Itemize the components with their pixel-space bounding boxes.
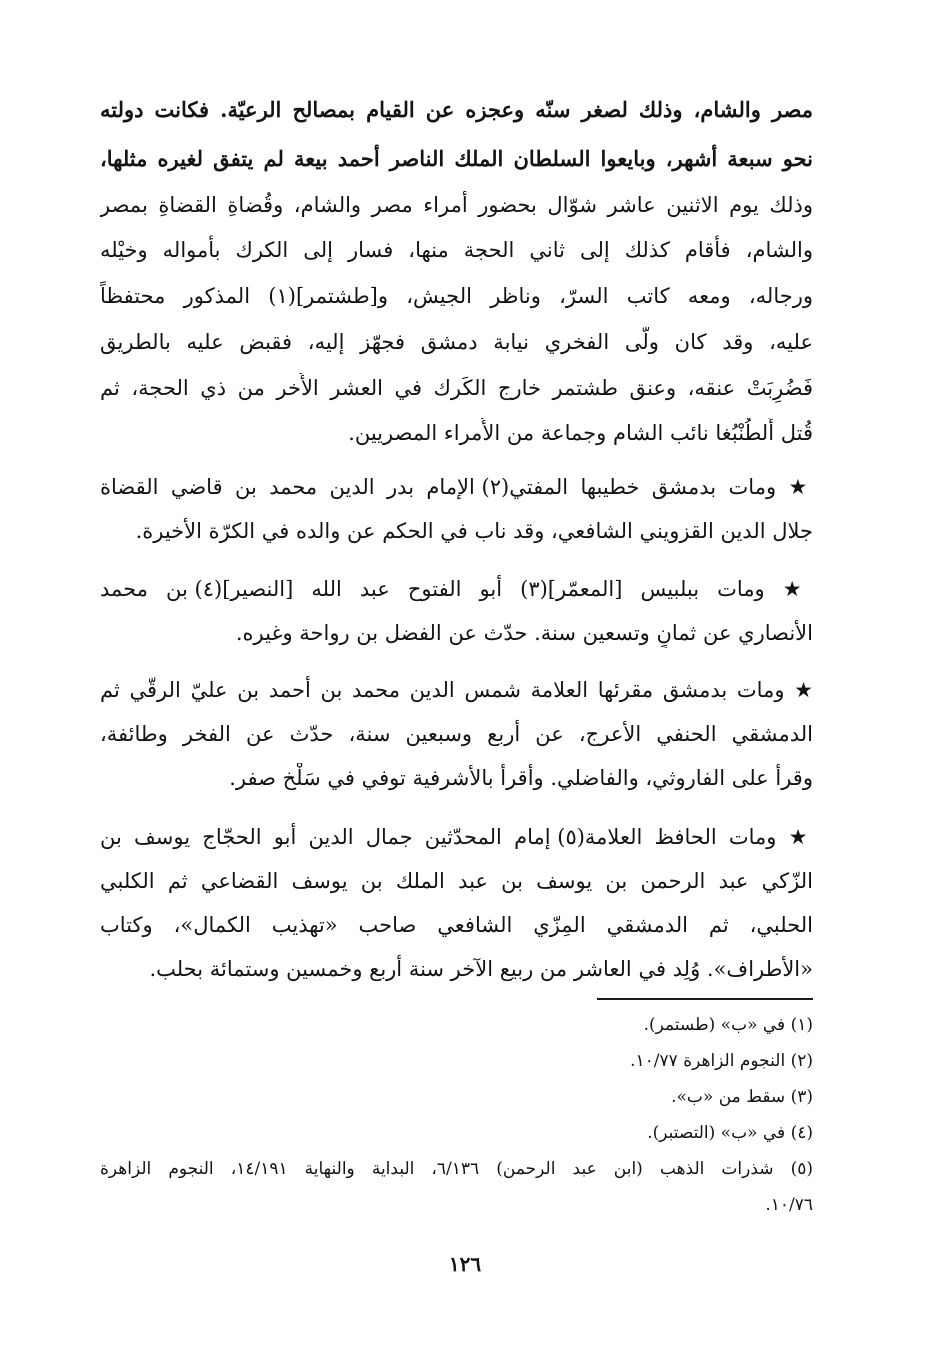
text-line: وذلك يوم الاثنين عاشر شوّال بحضور أمراء مصر والشام، وقُضاةِ القضاةِ بمصر <box>100 193 813 217</box>
text-line: «الأطراف». وُلِد في العاشر من ربيع الآخر سنة أربع وخمسين وستمائة بحلب. <box>149 957 813 981</box>
text-line: الأنصاري عن ثمانٍ وتسعين سنة. حدّث عن الفضل بن رواحة وغيره. <box>235 621 813 645</box>
text-line: وقرأ على الفاروثي، والفاضلي. وأقرأ بالأشرفية توفي في سَلْخ صفر. <box>229 766 813 790</box>
text-line: الدمشقي الحنفي الأعرج، عن أربع وسبعين سنة، حدّث عن الفخر وطائفة، <box>100 722 813 746</box>
footnote: (٢) النجوم الزاهرة ١٠/٧٧. <box>630 1051 813 1071</box>
text-line: ★ ومات بدمشق مقرئها العلامة شمس الدين محمد بن أحمد بن عليّ الرقّي ثم <box>100 678 813 702</box>
footnote: (٤) في «ب» (التصتبر). <box>647 1123 813 1143</box>
text-line: فَضُرِبَتْ عنقه، وعنق طشتمر خارج الكَرك في العشر الأُخر من ذي الحجة، ثم <box>100 376 813 400</box>
text-line: ★ ومات بدمشق خطيبها المفتي(٢) الإمام بدر الدين محمد بن قاضي القضاة <box>100 475 813 499</box>
text-line: جلال الدين القزويني الشافعي، وقد ناب في الحكم عن والده في الكرّة الأخيرة. <box>135 519 813 543</box>
text-line: الزّكي عبد الرحمن بن يوسف بن عبد الملك بن يوسف القضاعي ثم الكلبي <box>100 869 813 893</box>
footnote: (١) في «ب» (طستمر). <box>643 1015 813 1035</box>
text-line: ★ ومات الحافظ العلامة(٥) إمام المحدّثين جمال الدين أبو الحجّاج يوسف بن <box>100 825 813 849</box>
footnote: (٣) سقط من «ب». <box>671 1087 813 1107</box>
text-line: مصر والشام، وذلك لصغر سنّه وعجزه عن القيام بمصالح الرعيّة. فكانت دولته <box>100 97 813 122</box>
footnote: (٥) شذرات الذهب (ابن عبد الرحمن) ٦/١٣٦، البداية والنهاية ١٤/١٩١، النجوم الزاهرة <box>100 1159 813 1179</box>
text-line: ★ ومات ببلبيس [المعمّر](٣) أبو الفتوح عبد الله [النصير](٤) بن محمد <box>100 577 813 601</box>
footnote-continuation: ١٠/٧٦. <box>765 1195 813 1215</box>
footnote-separator <box>597 998 813 1000</box>
text-line: عليه، وقد كان ولّى الفخري نيابة دمشق فجهّز إليه، فقبض عليه بالطريق <box>100 330 813 354</box>
page-number: ١٢٦ <box>448 1252 482 1276</box>
text-line: ورجاله، ومعه كاتب السرّ، وناظر الجيش، و[طشتمر](١) المذكور محتفظاً <box>100 284 813 308</box>
text-line: قُتل أَلطُنْبُغا نائب الشام وجماعة من الأُمراء المصريين. <box>348 421 813 445</box>
text-line: نحو سبعة أشهر، وبايعوا السلطان الملك الناصر أحمد بيعة لم يتفق لغيره مثلها، <box>100 146 813 171</box>
text-line: والشام، فأقام كذلك إلى ثاني الحجة منها، فسار إلى الكرك بأمواله وخيْله <box>100 238 813 262</box>
text-line: الحلبي، ثم الدمشقي المِزّي الشافعي صاحب «تهذيب الكمال»، وكتاب <box>100 913 813 937</box>
